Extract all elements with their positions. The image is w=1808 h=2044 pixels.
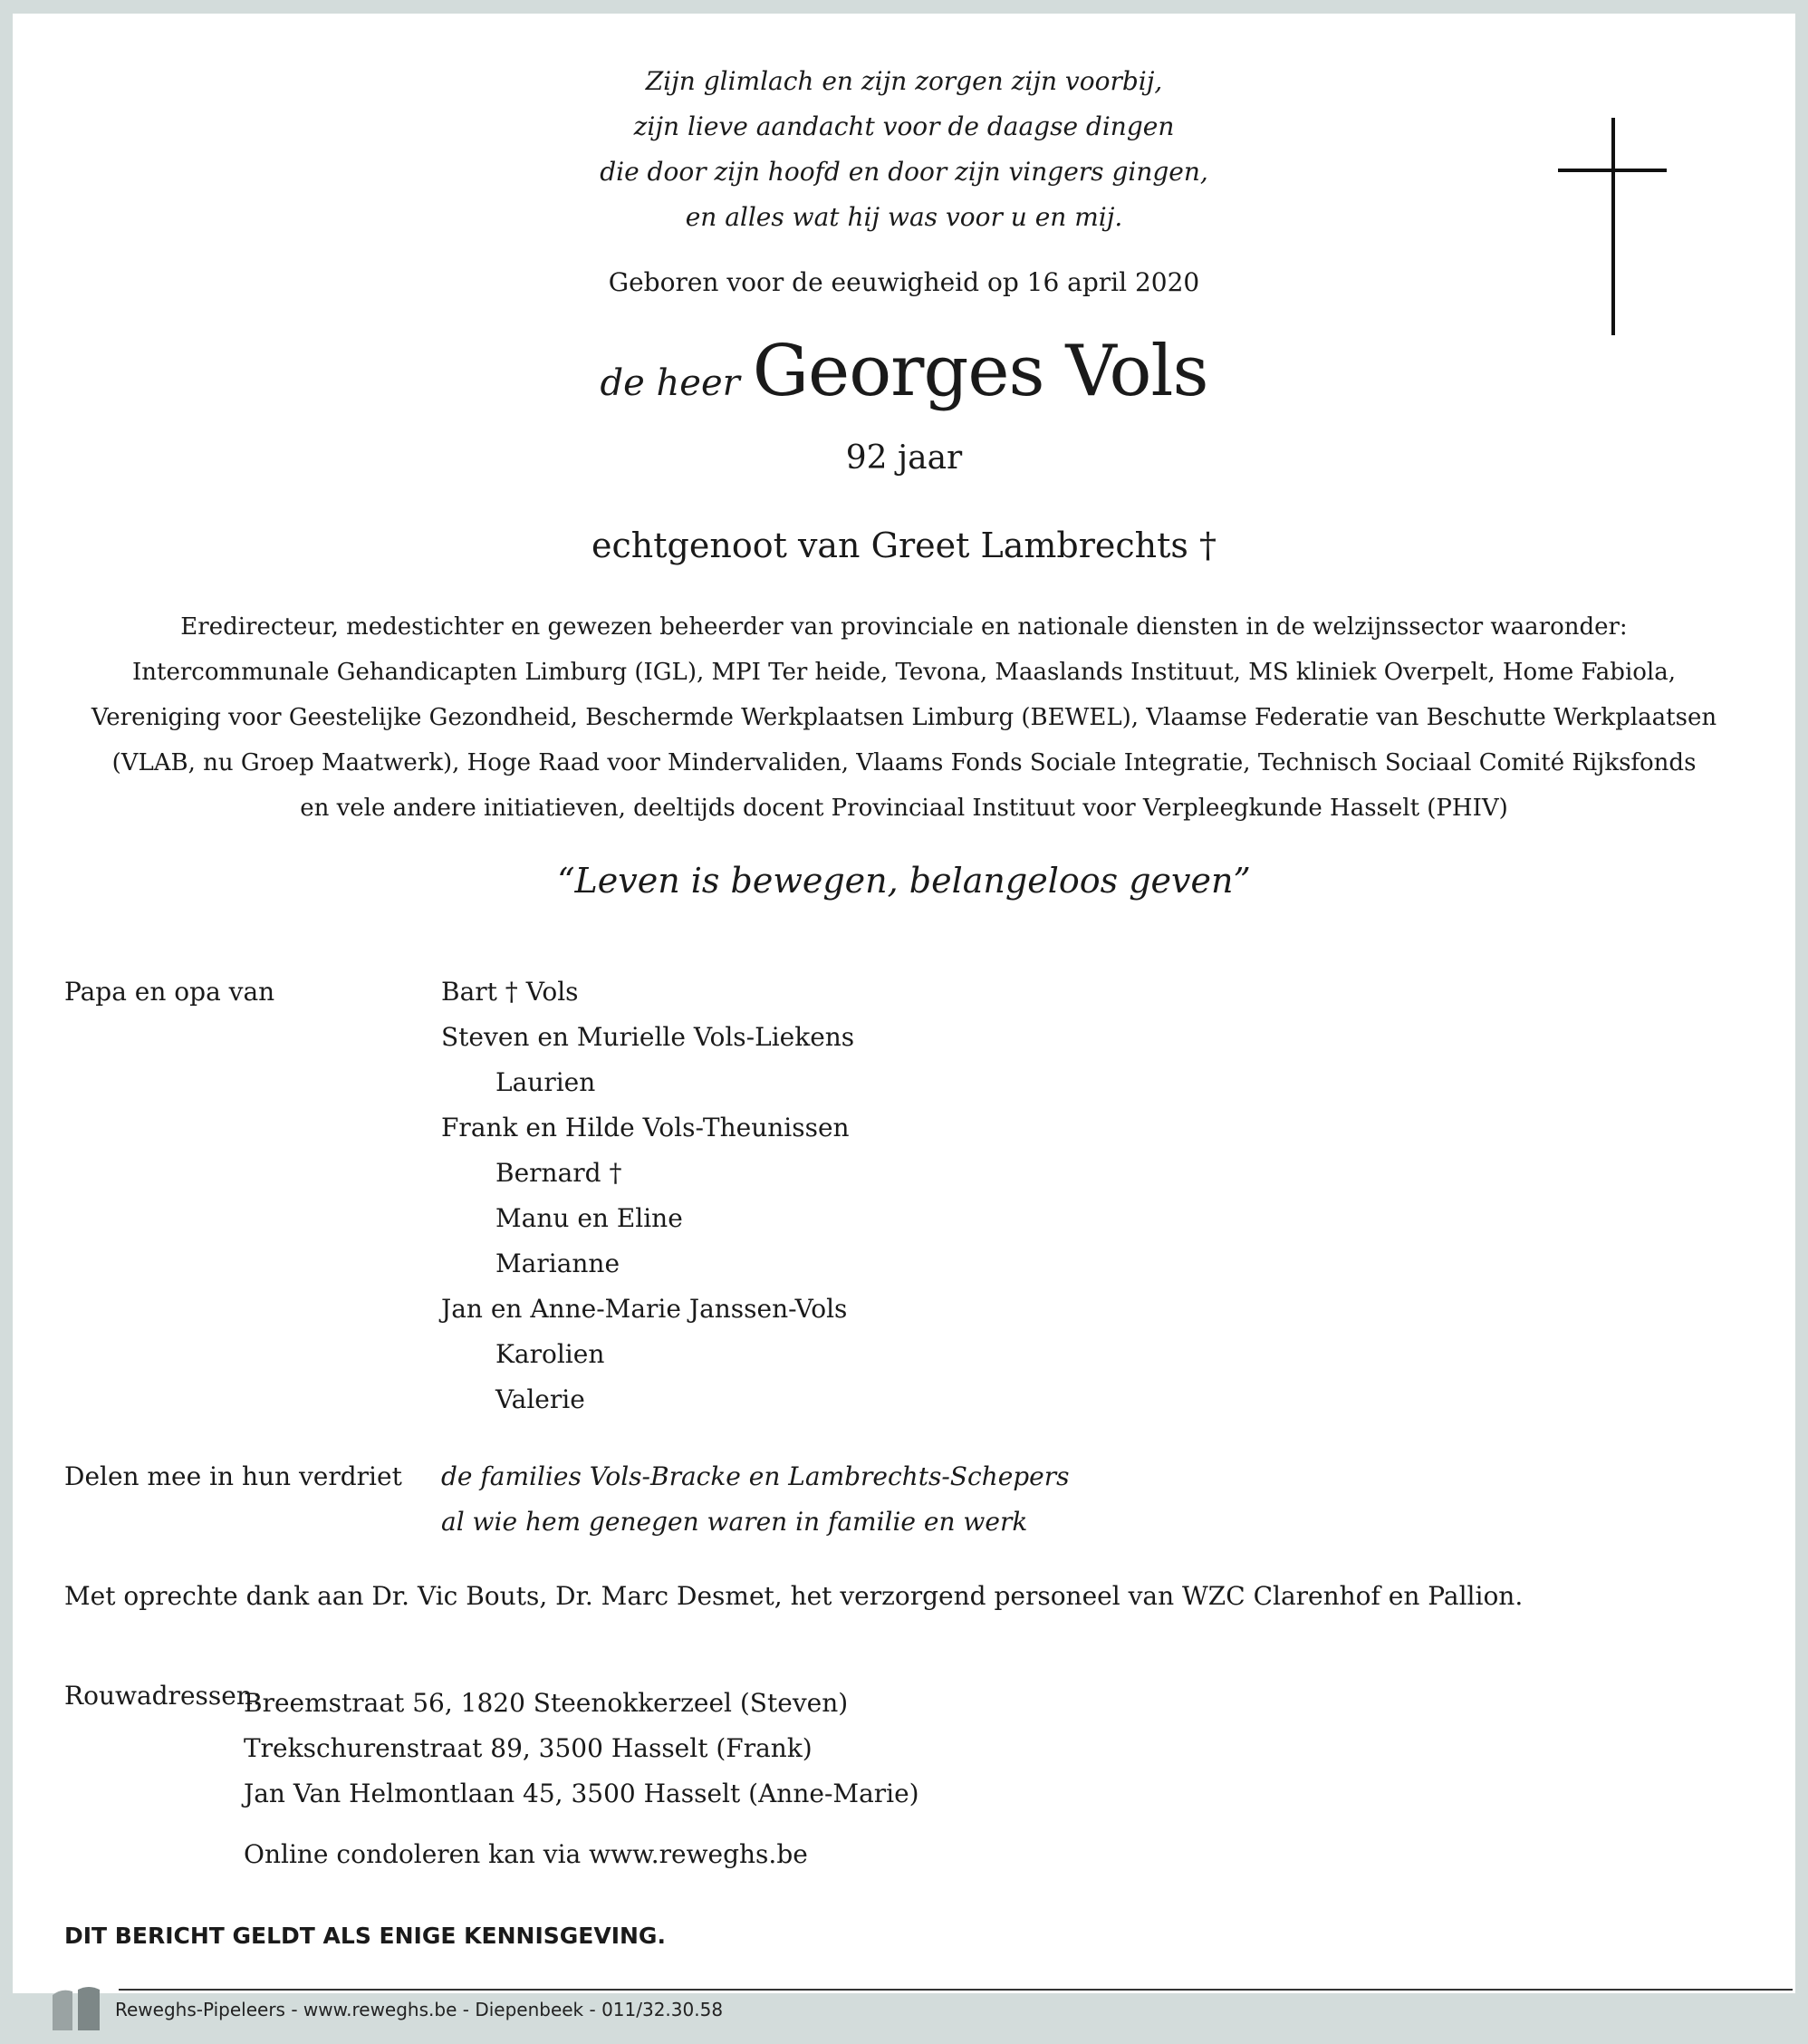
poem-line: die door zijn hoofd en door zijn vingers gingen,: [600, 157, 1208, 187]
family-member: Frank en Hilde Vols-Theunissen: [441, 1113, 850, 1143]
grandchild: Valerie: [495, 1384, 585, 1414]
footer-rule: [119, 1989, 1793, 1991]
online-condolence: Online condoleren kan via www.reweghs.be: [244, 1839, 808, 1869]
motto: “Leven is bewegen, belangeloos geven”: [557, 861, 1251, 901]
addresses-list: [244, 1681, 919, 1817]
footer-text: Reweghs-Pipeleers - www.reweghs.be - Diepenbeek - 011/32.30.58: [115, 1999, 724, 2020]
deceased-heading: [13, 331, 1795, 412]
bereaved-list: [441, 1454, 1070, 1545]
family-label: Papa en opa van: [64, 977, 275, 1007]
career-line: (VLAB, nu Groep Maatwerk), Hoge Raad voor Mindervaliden, Vlaams Fonds Sociale Integratie, Technisch Sociaal Comité Rijksfonds: [111, 749, 1697, 776]
cross-icon: [1611, 118, 1615, 335]
career-line: Eredirecteur, medestichter en gewezen beheerder van provinciale en nationale diensten in de welzijnssector waaronder:: [180, 613, 1628, 641]
spouse-line: echtgenoot van Greet Lambrechts †: [591, 525, 1217, 565]
grandchild: Marianne: [495, 1249, 620, 1278]
bereaved-line: de families Vols-Bracke en Lambrechts-Schepers: [441, 1461, 1070, 1491]
thanks-text: Met oprechte dank aan Dr. Vic Bouts, Dr. Marc Desmet, het verzorgend personeel van WZC Clarenhof en Pallion.: [64, 1581, 1524, 1611]
bereaved-line: al wie hem genegen waren in familie en werk: [441, 1507, 1028, 1537]
career-description: [13, 604, 1795, 831]
title-prefix: de heer: [600, 362, 740, 404]
career-line: en vele andere initiatieven, deeltijds docent Provinciaal Instituut voor Verpleegkunde Hasselt (PHIV): [300, 795, 1508, 822]
grandchild: Karolien: [495, 1339, 605, 1369]
career-line: Intercommunale Gehandicapten Limburg (IGL), MPI Ter heide, Tevona, Maaslands Instituut, MS kliniek Overpelt, Home Fabiola,: [131, 659, 1676, 686]
poem-line: zijn lieve aandacht voor de daagse dingen: [633, 111, 1175, 141]
born-date: Geboren voor de eeuwigheid op 16 april 2020: [608, 267, 1200, 297]
family-member: Jan en Anne-Marie Janssen-Vols: [441, 1294, 848, 1324]
grandchild: Laurien: [495, 1067, 596, 1097]
deceased-name: Georges Vols: [752, 331, 1208, 412]
notice: DIT BERICHT GELDT ALS ENIGE KENNISGEVING.: [64, 1923, 666, 1949]
address-line: Breemstraat 56, 1820 Steenokkerzeel (Steven): [244, 1688, 849, 1718]
addresses-label: Rouwadressen:: [64, 1681, 262, 1711]
deceased-age: 92 jaar: [845, 439, 963, 477]
address-line: Trekschurenstraat 89, 3500 Hasselt (Frank): [244, 1733, 813, 1763]
poem-line: en alles wat hij was voor u en mij.: [685, 202, 1123, 232]
funeral-home-logo: [49, 1982, 103, 2030]
grandchild: Manu en Eline: [495, 1203, 683, 1233]
family-member: Steven en Murielle Vols-Liekens: [441, 1022, 855, 1052]
grandchild: Bernard †: [495, 1158, 622, 1188]
career-line: Vereniging voor Geestelijke Gezondheid, Beschermde Werkplaatsen Limburg (BEWEL), Vlaamse Federatie van Beschutte Werkplaatsen: [91, 704, 1717, 731]
cross-icon-bar: [1558, 169, 1667, 172]
poem: [13, 59, 1795, 240]
poem-line: Zijn glimlach en zijn zorgen zijn voorbij,: [645, 66, 1163, 96]
family-list: [441, 969, 854, 1422]
family-member: Bart † Vols: [441, 977, 579, 1007]
address-line: Jan Van Helmontlaan 45, 3500 Hasselt (Anne-Marie): [244, 1779, 919, 1808]
obituary-card: [13, 14, 1795, 2030]
bereaved-label: Delen mee in hun verdriet: [64, 1461, 402, 1491]
